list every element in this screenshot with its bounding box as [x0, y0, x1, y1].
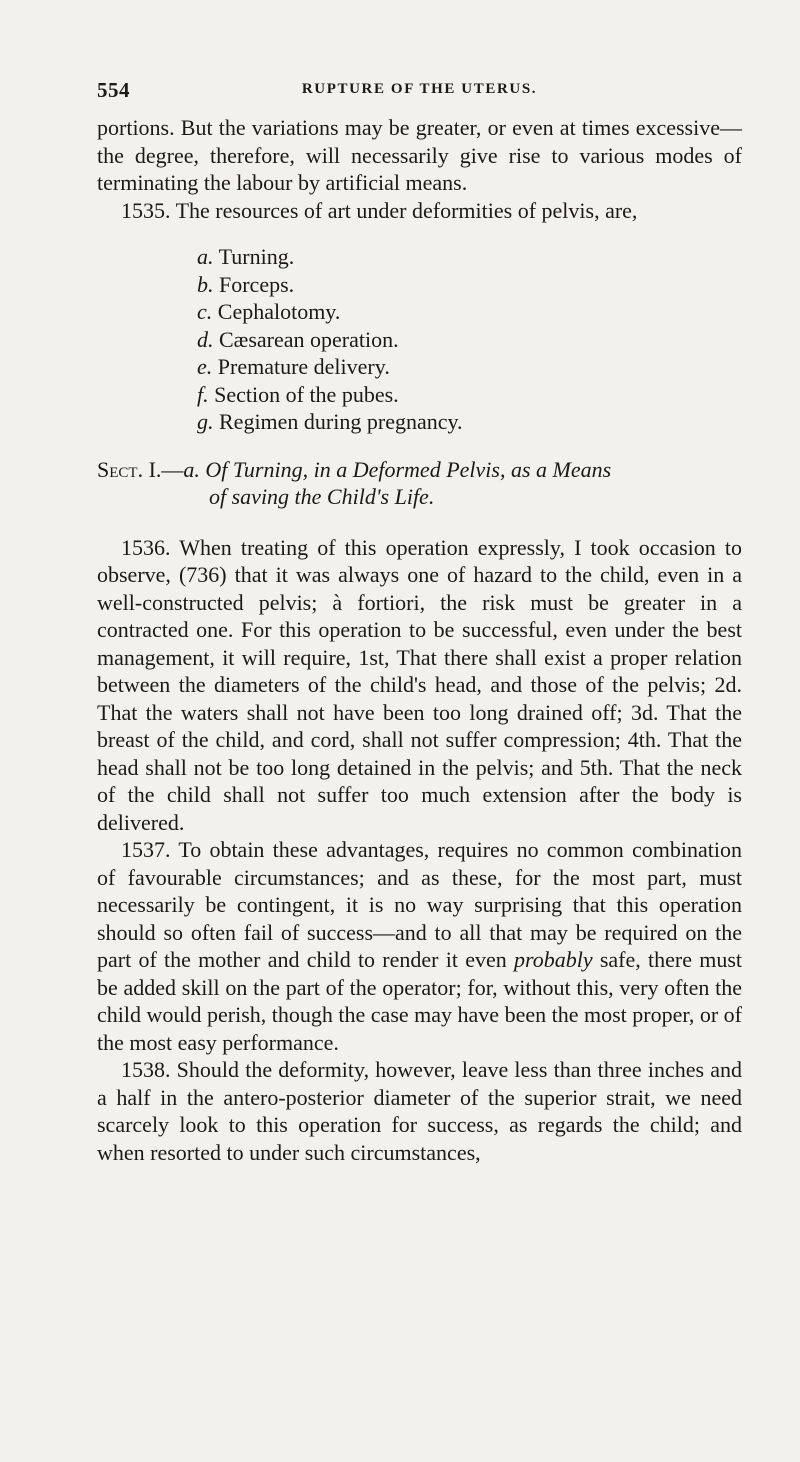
list-item — [197, 271, 742, 299]
paragraph-1535: 1535. The resources of art under deformities of pelvis, are, — [121, 197, 638, 223]
running-head — [97, 78, 742, 102]
section-heading-line1 — [97, 456, 742, 484]
emphasis-probably: probably — [513, 947, 593, 972]
paragraph-1536: 1536. When treating of this operation expressly, I took occasion to observe, (736) that it was always one of hazard to the child, even in a well-constructed pelvis; à fortiori, the risk must be greater in a contracted one. For this operation to be successful, even under the best management, it will require, 1st, That there shall exist a proper relation between the diameters of the child's head, and those of the pelvis; 2d. That the waters shall not have been too long drained off; 3d. That the breast of the child, and cord, shall not suffer compression; 4th. That the head shall not be too long detained in the pelvis; and 5th. That the neck of the child shall not suffer too much extension after the body is delivered. — [97, 534, 742, 835]
page-number: 554 — [97, 78, 130, 102]
list-item — [197, 298, 742, 326]
paragraph-1538: 1538. Should the deformity, however, leave less than three inches and a half in the antero-posterior diameter of the superior strait, we need scarcely look to this operation for success, as regards the child; and when resorted to under such circumstances, — [97, 1057, 742, 1165]
body-text — [97, 114, 742, 1166]
list-text: Regimen during pregnancy. — [219, 409, 463, 434]
list-text: Forceps. — [219, 271, 295, 297]
list-letter: c. — [197, 299, 213, 324]
list-item — [197, 408, 742, 436]
list-item — [197, 243, 742, 271]
list-letter: f. — [197, 381, 209, 407]
list-letter: a. — [197, 244, 214, 269]
list-item — [197, 353, 742, 381]
resources-list — [197, 243, 742, 436]
list-letter: d. — [197, 326, 214, 352]
section-title-line2: of saving the Child's Life. — [209, 484, 435, 509]
section-heading — [97, 456, 742, 511]
list-letter: g. — [197, 409, 214, 434]
paragraph-continuation: portions. But the variations may be greater, or even at times excessive—the degree, therefore, will necessarily give rise to various modes of terminating the labour by artificial means. — [97, 115, 742, 195]
paragraph-1537-end: safe, there must be added skill on the part of the operator; for, without this, very often the child would perish, though the case may have been the most proper, or of the most easy performance. — [97, 947, 743, 1055]
list-letter: e. — [197, 354, 213, 379]
list-item — [197, 326, 742, 354]
running-title: RUPTURE OF THE UTERUS. — [301, 81, 538, 97]
list-text: Section of the pubes. — [214, 381, 399, 407]
list-letter: b. — [197, 271, 214, 297]
section-title-line1: Of Turning, in a Deformed Pelvis, as a Means — [205, 456, 612, 482]
section-letter: a. — [183, 456, 200, 482]
list-text: Premature delivery. — [217, 354, 390, 379]
list-text: Cæsarean operation. — [219, 326, 399, 352]
list-text: Turning. — [218, 244, 295, 269]
section-label: Sect. I.— — [97, 456, 184, 482]
paragraph-1537-start: 1537. To obtain these advantages, requires no common combination of favourable circumstances; and as these, for the most part, must necessarily be contingent, it is no way surprising that this operation should so often fail of success—and to all that may be required on the part of the mother and child to render it even — [97, 837, 742, 972]
list-item — [197, 381, 742, 409]
paragraph-1537 — [97, 836, 742, 1056]
list-text: Cephalotomy. — [217, 299, 341, 324]
